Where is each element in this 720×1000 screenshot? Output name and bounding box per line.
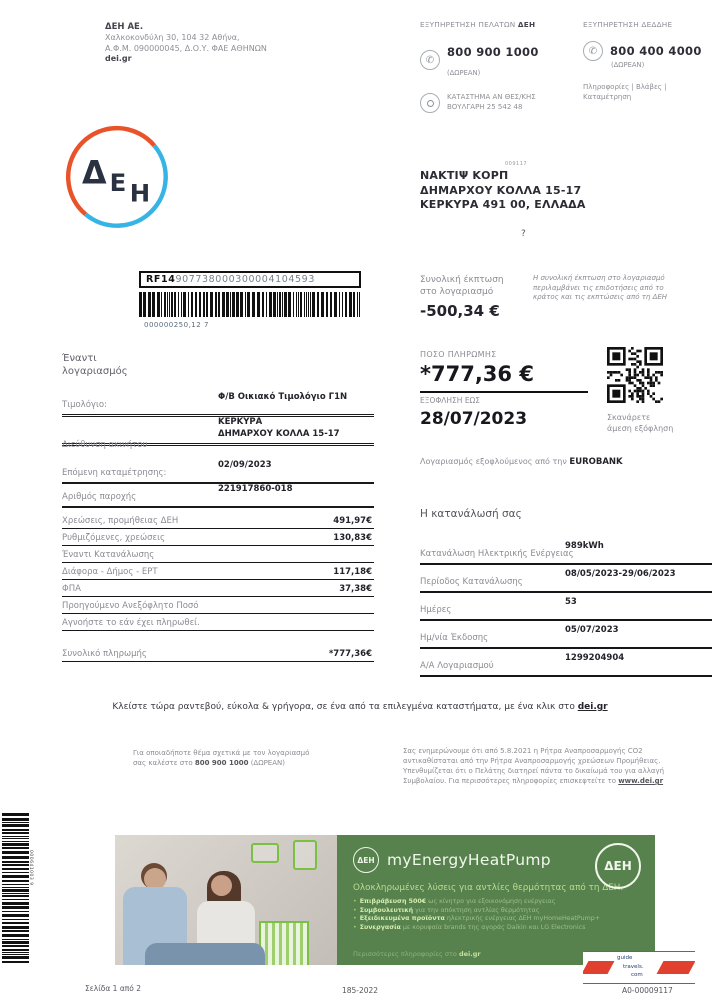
company-address-line2: Α.Φ.Μ. 090000045, Δ.Ο.Υ. ΦΑΕ ΑΘΗΝΩΝ bbox=[105, 44, 267, 53]
consumption-title: Η κατανάλωσή σας bbox=[420, 508, 522, 520]
rf-digits: 907738000300004104593 bbox=[175, 274, 315, 285]
deddie-info: Πληροφορίες | Βλάβες | Καταμέτρηση bbox=[583, 83, 667, 101]
customer-service-phone-row bbox=[420, 41, 572, 79]
bank-name: EUROBANK bbox=[569, 457, 623, 467]
recipient-name: ΝΑΚΤΙΨ ΚΟΡΠ bbox=[420, 169, 509, 182]
info-row: Επόμενη καταμέτρησης: 02/09/2023 bbox=[62, 460, 374, 484]
divider bbox=[420, 391, 588, 393]
account-heading: Έναντι λογαριασμός bbox=[62, 353, 128, 377]
side-barcode bbox=[2, 813, 29, 969]
discount-block bbox=[420, 274, 504, 320]
consumption-row: Ημέρες 53 bbox=[420, 593, 712, 621]
rf-payment-code bbox=[139, 271, 361, 288]
customer-service-phone: 800 900 1000 bbox=[447, 45, 539, 59]
side-barcode-number: 000641003 9 bbox=[28, 850, 33, 886]
svg-text:Ε: Ε bbox=[109, 167, 127, 197]
frame-icon bbox=[293, 840, 317, 870]
footer-doc-code: Α0-00009117 bbox=[622, 986, 673, 995]
dei-mini-logo-icon: ΔΕΗ bbox=[353, 847, 379, 873]
promo-banner bbox=[115, 835, 655, 965]
person-legs bbox=[145, 943, 265, 965]
company-block bbox=[105, 22, 267, 63]
barcode-subtext: 000000250,12 7 bbox=[144, 321, 209, 329]
charge-row: Έναντι Κατανάλωσης bbox=[62, 546, 374, 563]
bank-note: Λογαριασμός εξοφλούμενος από την EUROBANK bbox=[420, 457, 623, 467]
customer-service-title: ΕΞΥΠΗΡΕΤΗΣΗ ΠΕΛΑΤΩΝ ΔΕΗ bbox=[420, 20, 536, 29]
banner-green-panel bbox=[337, 835, 655, 965]
footer-page-number: Σελίδα 1 από 2 bbox=[85, 984, 142, 993]
banner-bullets bbox=[353, 898, 641, 932]
svg-text:Η: Η bbox=[129, 178, 151, 208]
svg-text:Δ: Δ bbox=[82, 154, 107, 192]
account-info-table bbox=[62, 392, 374, 508]
deddie-phone: 800 400 4000 bbox=[610, 44, 702, 58]
watermark-bar-right bbox=[657, 961, 695, 974]
recipient-ref: 009117 bbox=[505, 161, 528, 167]
due-date: 28/07/2023 bbox=[420, 409, 528, 429]
discount-amount: -500,34 € bbox=[420, 302, 500, 320]
deddie-free-label: (ΔΩΡΕΑΝ) bbox=[611, 61, 645, 69]
watermark-bar-left bbox=[583, 961, 614, 974]
recipient-city: ΚΕΡΚΥΡΑ 491 00, ΕΛΛΑΔΑ bbox=[420, 198, 586, 211]
charge-row: Ρυθμιζόμενες, χρεώσεις 130,83€ bbox=[62, 529, 374, 546]
store-line1: ΚΑΤΑΣΤΗΜΑ ΑΝ ΘΕΣ/ΚΗΣ bbox=[447, 93, 536, 101]
person2-face bbox=[211, 875, 232, 896]
charge-row: ΦΠΑ 37,38€ bbox=[62, 580, 374, 597]
discount-label-line2: στο λογαριασμό bbox=[420, 287, 494, 297]
info-row: Τιμολόγιο: Φ/Β Οικιακό Τιμολόγιο Γ1Ν bbox=[62, 392, 374, 417]
charge-row: Αγνοήστε το εάν έχει πληρωθεί. bbox=[62, 614, 374, 631]
company-website: dei.gr bbox=[105, 54, 132, 63]
charge-row: Διάφορα - Δήμος - ΕΡΤ 117,18€ bbox=[62, 563, 374, 580]
banner-bullet: • Επιβράβευση 500€ ως κίνητρο για εξοικονόμηση ενέργειας bbox=[353, 898, 556, 905]
dei-gr-link[interactable]: dei.gr bbox=[577, 702, 608, 712]
phone-icon: ✆ bbox=[583, 41, 603, 61]
cta-line: Κλείστε τώρα ραντεβού, εύκολα & γρήγορα, σε ένα από τα επιλεγμένα καταστήματα, με ένα κλικ στο dei.gr bbox=[112, 702, 608, 712]
customer-service-block bbox=[420, 20, 572, 113]
banner-bullet: • Συμβουλευτική για την απόκτηση αντλίας θερμότητας bbox=[353, 906, 540, 914]
discount-label-line1: Συνολική έκπτωση bbox=[420, 275, 504, 285]
charge-row: Συνολικό πληρωμής *777,36€ bbox=[62, 645, 374, 662]
print-mark: ? bbox=[521, 229, 526, 239]
rf-prefix: RF14 bbox=[146, 274, 176, 285]
consumption-row: Κατανάλωση Ηλεκτρικής Ενέργειας 989kWh bbox=[420, 537, 712, 565]
qr-code bbox=[607, 347, 677, 407]
dei-big-logo-icon: ΔΕΗ bbox=[595, 843, 641, 889]
free-label: (ΔΩΡΕΑΝ) bbox=[447, 69, 481, 77]
consumption-row: Α/Α Λογαριασμού 1299204904 bbox=[420, 649, 712, 677]
consumption-row: Περίοδος Κατανάλωσης 08/05/2023-29/06/2023 bbox=[420, 565, 712, 593]
banner-bullet: • Εξειδικευμένα προϊόντα ηλεκτρικής ενέργειας ΔΕΗ myHomeHeatPump+ bbox=[353, 915, 600, 923]
company-name: ΔΕΗ ΑΕ. bbox=[105, 22, 144, 32]
qr-block bbox=[607, 347, 677, 434]
watermark-stamp bbox=[583, 951, 695, 984]
company-address-line1: Χαλκοκονδύλη 30, 104 32 Αθήνα, bbox=[105, 33, 240, 42]
support-phone: 800 900 1000 bbox=[194, 759, 249, 767]
payment-amount-label: ΠΟΣΟ ΠΛΗΡΩΜΗΣ bbox=[420, 350, 497, 359]
banner-photo bbox=[115, 835, 337, 965]
qr-caption: Σκανάρετε άμεση εξόφληση bbox=[607, 413, 674, 433]
banner-headline: Ολοκληρωμένες λύσεις για αντλίες θερμότητας από τη ΔΕΗ. bbox=[353, 883, 624, 893]
note-left: Για οποιαδήποτε θέμα σχετικά με τον λογαριασμό σας καλέστε στο 800 900 1000 (ΔΩΡΕΑΝ) bbox=[133, 749, 310, 767]
payment-amount: *777,36 € bbox=[420, 362, 534, 386]
tv-icon bbox=[251, 843, 279, 863]
info-row: Αριθμός παροχής 221917860-018 bbox=[62, 484, 374, 508]
consumption-table bbox=[420, 537, 712, 677]
charges-table bbox=[62, 512, 374, 662]
footer-form-code: 185-2022 bbox=[341, 986, 379, 995]
banner-footer: Περισσότερες πληροφορίες στο dei.gr bbox=[353, 950, 481, 958]
banner-bullet: • Συνεργασία με κορυφαία brands της αγοράς Daikin και LG Electronics bbox=[353, 923, 586, 931]
radiator-icon bbox=[259, 921, 309, 965]
recipient-street: ΔΗΜΑΡΧΟΥ ΚΟΛΛΑ 15-17 bbox=[420, 183, 582, 197]
deddie-phone-row bbox=[583, 41, 715, 61]
deddie-service-block bbox=[583, 20, 715, 102]
charge-row: Χρεώσεις, προμήθειας ΔΕΗ 491,97€ bbox=[62, 512, 374, 529]
watermark-text: guide travels. com bbox=[617, 955, 644, 978]
payment-barcode bbox=[139, 292, 361, 321]
store-line2: ΒΟΥΛΓΑΡΗ 25 542 48 bbox=[447, 102, 523, 111]
store-row bbox=[420, 93, 572, 113]
due-date-label: ΕΞΟΦΛΗΣΗ ΕΩΣ bbox=[420, 396, 481, 405]
location-icon bbox=[420, 93, 440, 113]
discount-note: Η συνολική έκπτωση στο λογαριασμό περιλαμβάνει τις επιδοτήσεις από το κράτος και τις εκπτώσεις από τη ΔΕΗ bbox=[533, 274, 668, 301]
recipient-address-block bbox=[420, 169, 586, 213]
www-dei-gr-link[interactable]: www.dei.gr bbox=[618, 777, 664, 785]
phone-icon: ✆ bbox=[420, 50, 440, 70]
consumption-row: Ημ/νία Έκδοσης 05/07/2023 bbox=[420, 621, 712, 649]
banner-brand: myEnergyHeatPump bbox=[387, 851, 551, 869]
payment-block bbox=[420, 350, 588, 429]
note-right: Σας ενημερώνουμε ότι από 5.8.2021 η Ρήτρα Αναπροσαρμογής CO2 αντικαθίσταται από την Ρήτρα Αναπροσαρμογής χρεώσεων Προμήθειας. Υπενθυμίζεται ότι ο Πελάτης διατηρεί πάντα το δικαίωμά του για αλλαγή Συμβολαίου. Για περισσότερες πληροφορίες επισκεφτείτε το www.dei.gr bbox=[403, 747, 665, 785]
dei-logo bbox=[64, 124, 170, 234]
info-row: $_{\Delta\iota\varepsilon ύ\theta\upsilon\nu\sigma\eta \alpha\kappa\iota\nu ή\tau o\upsilon}$ ΚΕΡΚΥΡΑ ΔΗΜΑΡΧΟΥ ΚΟΛΛΑ 15-17 bbox=[62, 417, 374, 446]
deddie-title: ΕΞΥΠΗΡΕΤΗΣΗ ΔΕΔΔΗΕ bbox=[583, 20, 673, 29]
charge-row: Προηγούμενο Ανεξόφλητο Ποσό bbox=[62, 597, 374, 614]
